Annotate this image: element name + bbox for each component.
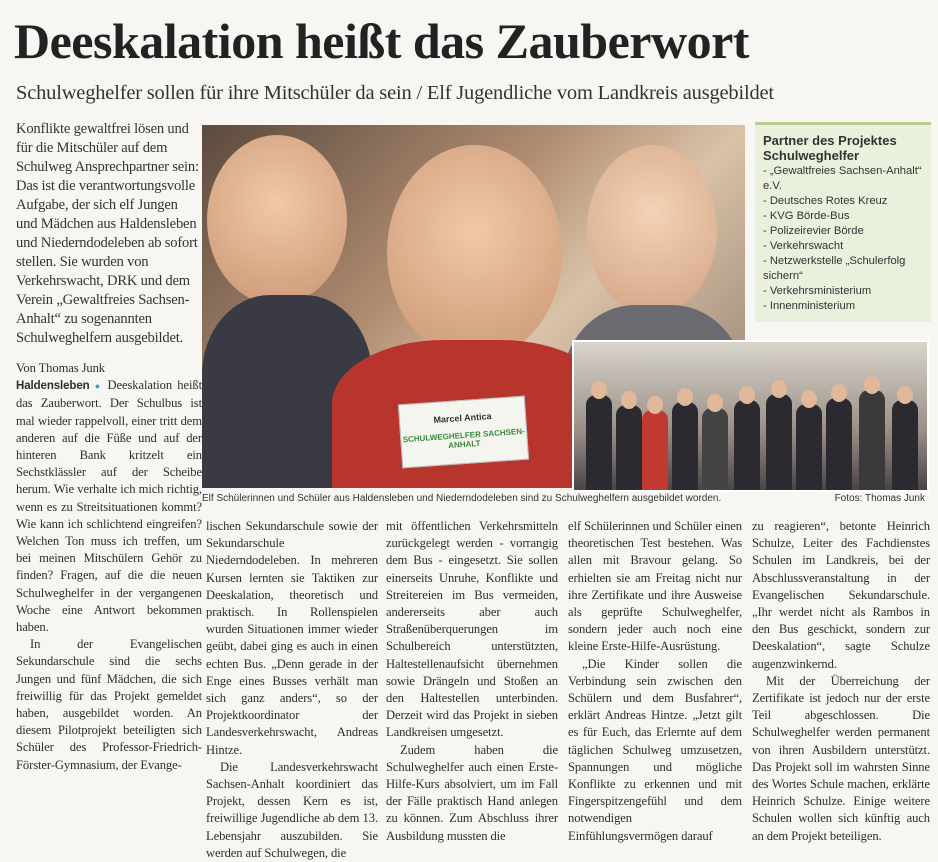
partner-item: - Innenministerium xyxy=(763,300,856,312)
badge-org: SCHULWEGHELFER SACHSEN-ANHALT xyxy=(402,426,526,451)
dateline: Haldensleben xyxy=(16,380,90,393)
byline: Von Thomas Junk xyxy=(16,361,105,375)
paragraph: Die Landesverkehrswacht Sachsen-Anhalt koordiniert das Projekt, dessen Kern es ist, freiwillige Jugendliche ab dem 13. Lebensjahr auszubilden. Sie werden auf Schulwegen, die xyxy=(206,759,378,860)
paragraph: elf Schülerinnen und Schüler einen theoretischen Test bestehen. Was allen mit Bravour gelang. So erhielten sie am Freitag nicht nur ihre Zertifikate und ihre Ausweise als geprüfte Schulweghelfer, sondern jeder auch noch eine kleine Erste-Hilfe-Ausrüstung. xyxy=(568,519,742,654)
photo-credit: Fotos: Thomas Junk xyxy=(834,493,925,504)
left-column xyxy=(16,120,202,774)
paragraph: In der Evangelischen Sekundarschule sind die sechs Jungen und fünf Mädchen, die sich freiwillig für das Projekt gemeldet haben, ausgebildet worden. An diesem Pilotprojekt beteiligten sich Schüler des Professor-Friedrich-Förster-Gymnasium, der Evange- xyxy=(16,637,202,772)
partner-item: - Verkehrswacht xyxy=(763,240,844,252)
photo-caption-row xyxy=(202,493,925,505)
paragraph: Zudem haben die Schulweghelfer auch einen Erste-Hilfe-Kurs absolviert, um im Fall der Fälle praktisch Hand anlegen zu können. Zum Abschluss ihrer Ausbildung mussten die xyxy=(386,742,558,843)
intro-paragraph: Konflikte gewaltfrei lösen und für die Mitschüler auf dem Schulweg Ansprechpartner sein: Das ist die verantwortungsvolle Aufgabe, der sich elf Jungen und Mädchen aus Haldensleben und Niederndodeleben ab sofort stellen. Sie wurden von Verkehrswacht, DRK und dem Verein „Gewaltfreies Sachsen-Anhalt“ zu sogenannten Schulweghelfern ausgebildet. xyxy=(16,121,199,346)
paragraph: zu reagieren“, betonte Heinrich Schulze, Leiter des Fachdienstes Schulen im Landkreis, bei der Abschlussveranstaltung in der Evangelischen Sekundarschule. „Ihr werdet nicht als Rambos in den Bus geschickt, sondern zur Deeskalation“, sagte Schulze augenzwinkernd. xyxy=(752,519,930,671)
article-column-4 xyxy=(568,518,742,845)
partner-box-title: Partner des Projektes Schulweghelfer xyxy=(763,133,897,163)
name-badge xyxy=(398,396,529,469)
partner-box xyxy=(755,122,931,322)
partner-item: - Polizeirevier Börde xyxy=(763,225,864,237)
article-column-3 xyxy=(386,518,558,845)
partner-item: - KVG Börde-Bus xyxy=(763,210,850,222)
subheadline: Schulweghelfer sollen für ihre Mitschüler da sein / Elf Jugendliche vom Landkreis ausgebildet xyxy=(16,82,774,104)
headline: Deeskalation heißt das Zauberwort xyxy=(14,13,749,69)
article-column-2 xyxy=(206,518,378,862)
group-photo xyxy=(572,340,929,492)
badge-name: Marcel Antica xyxy=(433,411,492,426)
paragraph: „Die Kinder sollen die Verbindung sein zwischen den Schülern und dem Busfahrer“, erklärt Andreas Hintze. „Jetzt gilt es für Euch, das Erlernte auf dem täglichen Schulweg umzusetzen, Spannungen und mögliche Konflikte zu erkennen und mit Fingerspitzengefühl und dem notwendigen Einfühlungsvermögen darauf xyxy=(568,656,742,843)
paragraph: lischen Sekundarschule sowie der Sekundarschule Niederndodeleben. In mehreren Kursen lernten sie Taktiken zur Deeskalation, theoretisch und praktisch. In Rollenspielen wurden Situationen immer wieder geübt, dabei ging es auch in einen echten Bus. „Denn gerade in der Enge eines Busses verhält man sich ganz anders“, so der Projektkoordinator der Landesverkehrswacht, Andreas Hintze. xyxy=(206,519,378,757)
partner-item: - Deutsches Rotes Kreuz xyxy=(763,195,888,207)
paragraph: Deeskalation heißt das Zauberwort. Der Schulbus ist mal wieder rappelvoll, einer tritt dem anderen auf die Füße und auf der hinteren Bank kritzelt ein Sechstklässler auf der Scheibe herum. Wie verhalte ich mich richtig, wenn es zu Streitsituationen kommt? Wie kann ich schlichtend eingreifen? Welchen Ton muss ich treffen, um bei meinen Mitschülern Gehör zu finden? Fragen, auf die die neuen Schulweghelfer in der vergangenen Woche eine Antwort bekommen haben. xyxy=(16,378,202,635)
article-column-5 xyxy=(752,518,930,845)
paragraph: Mit der Überreichung der Zertifikate ist jedoch nur der erste Teil abgeschlossen. Die Schulweghelfer werden permanent von ihren Ausbildern unterstützt. Das Projekt soll im wahrsten Sinne des Wortes Schule machen, erklärte Heinrich Schulze. Einige weitere Schulen wollen sich künftig auch an dem Projekt beteiligen. xyxy=(752,673,930,843)
paragraph: mit öffentlichen Verkehrsmitteln zurückgelegt werden - vorrangig dem Bus - eingesetzt. Sie sollen einerseits Unruhe, Konflikte und Streitereien im Bus vermeiden, andererseits aber auch Straßenüberquerungen im Schulbereich unterstützten, Haltestellenaufsicht übernehmen sowie Drängeln und Stoßen an den Haltestellen unterbinden. Derzeit wird das Projekt in sieben Landkreisen umgesetzt. xyxy=(386,519,558,740)
partner-item: - Verkehrsministerium xyxy=(763,285,872,297)
dateline-dot-icon: ● xyxy=(94,381,103,392)
photo-caption: Elf Schülerinnen und Schüler aus Haldensleben und Niederndodeleben sind zu Schulweghelfern ausgebildet worden. xyxy=(202,493,722,504)
partner-item: - „Gewaltfreies Sachsen-Anhalt“ e.V. xyxy=(763,165,922,192)
article-column-1 xyxy=(16,360,202,774)
partner-item: - Netzwerkstelle „Schulerfolg sichern“ xyxy=(763,255,906,282)
